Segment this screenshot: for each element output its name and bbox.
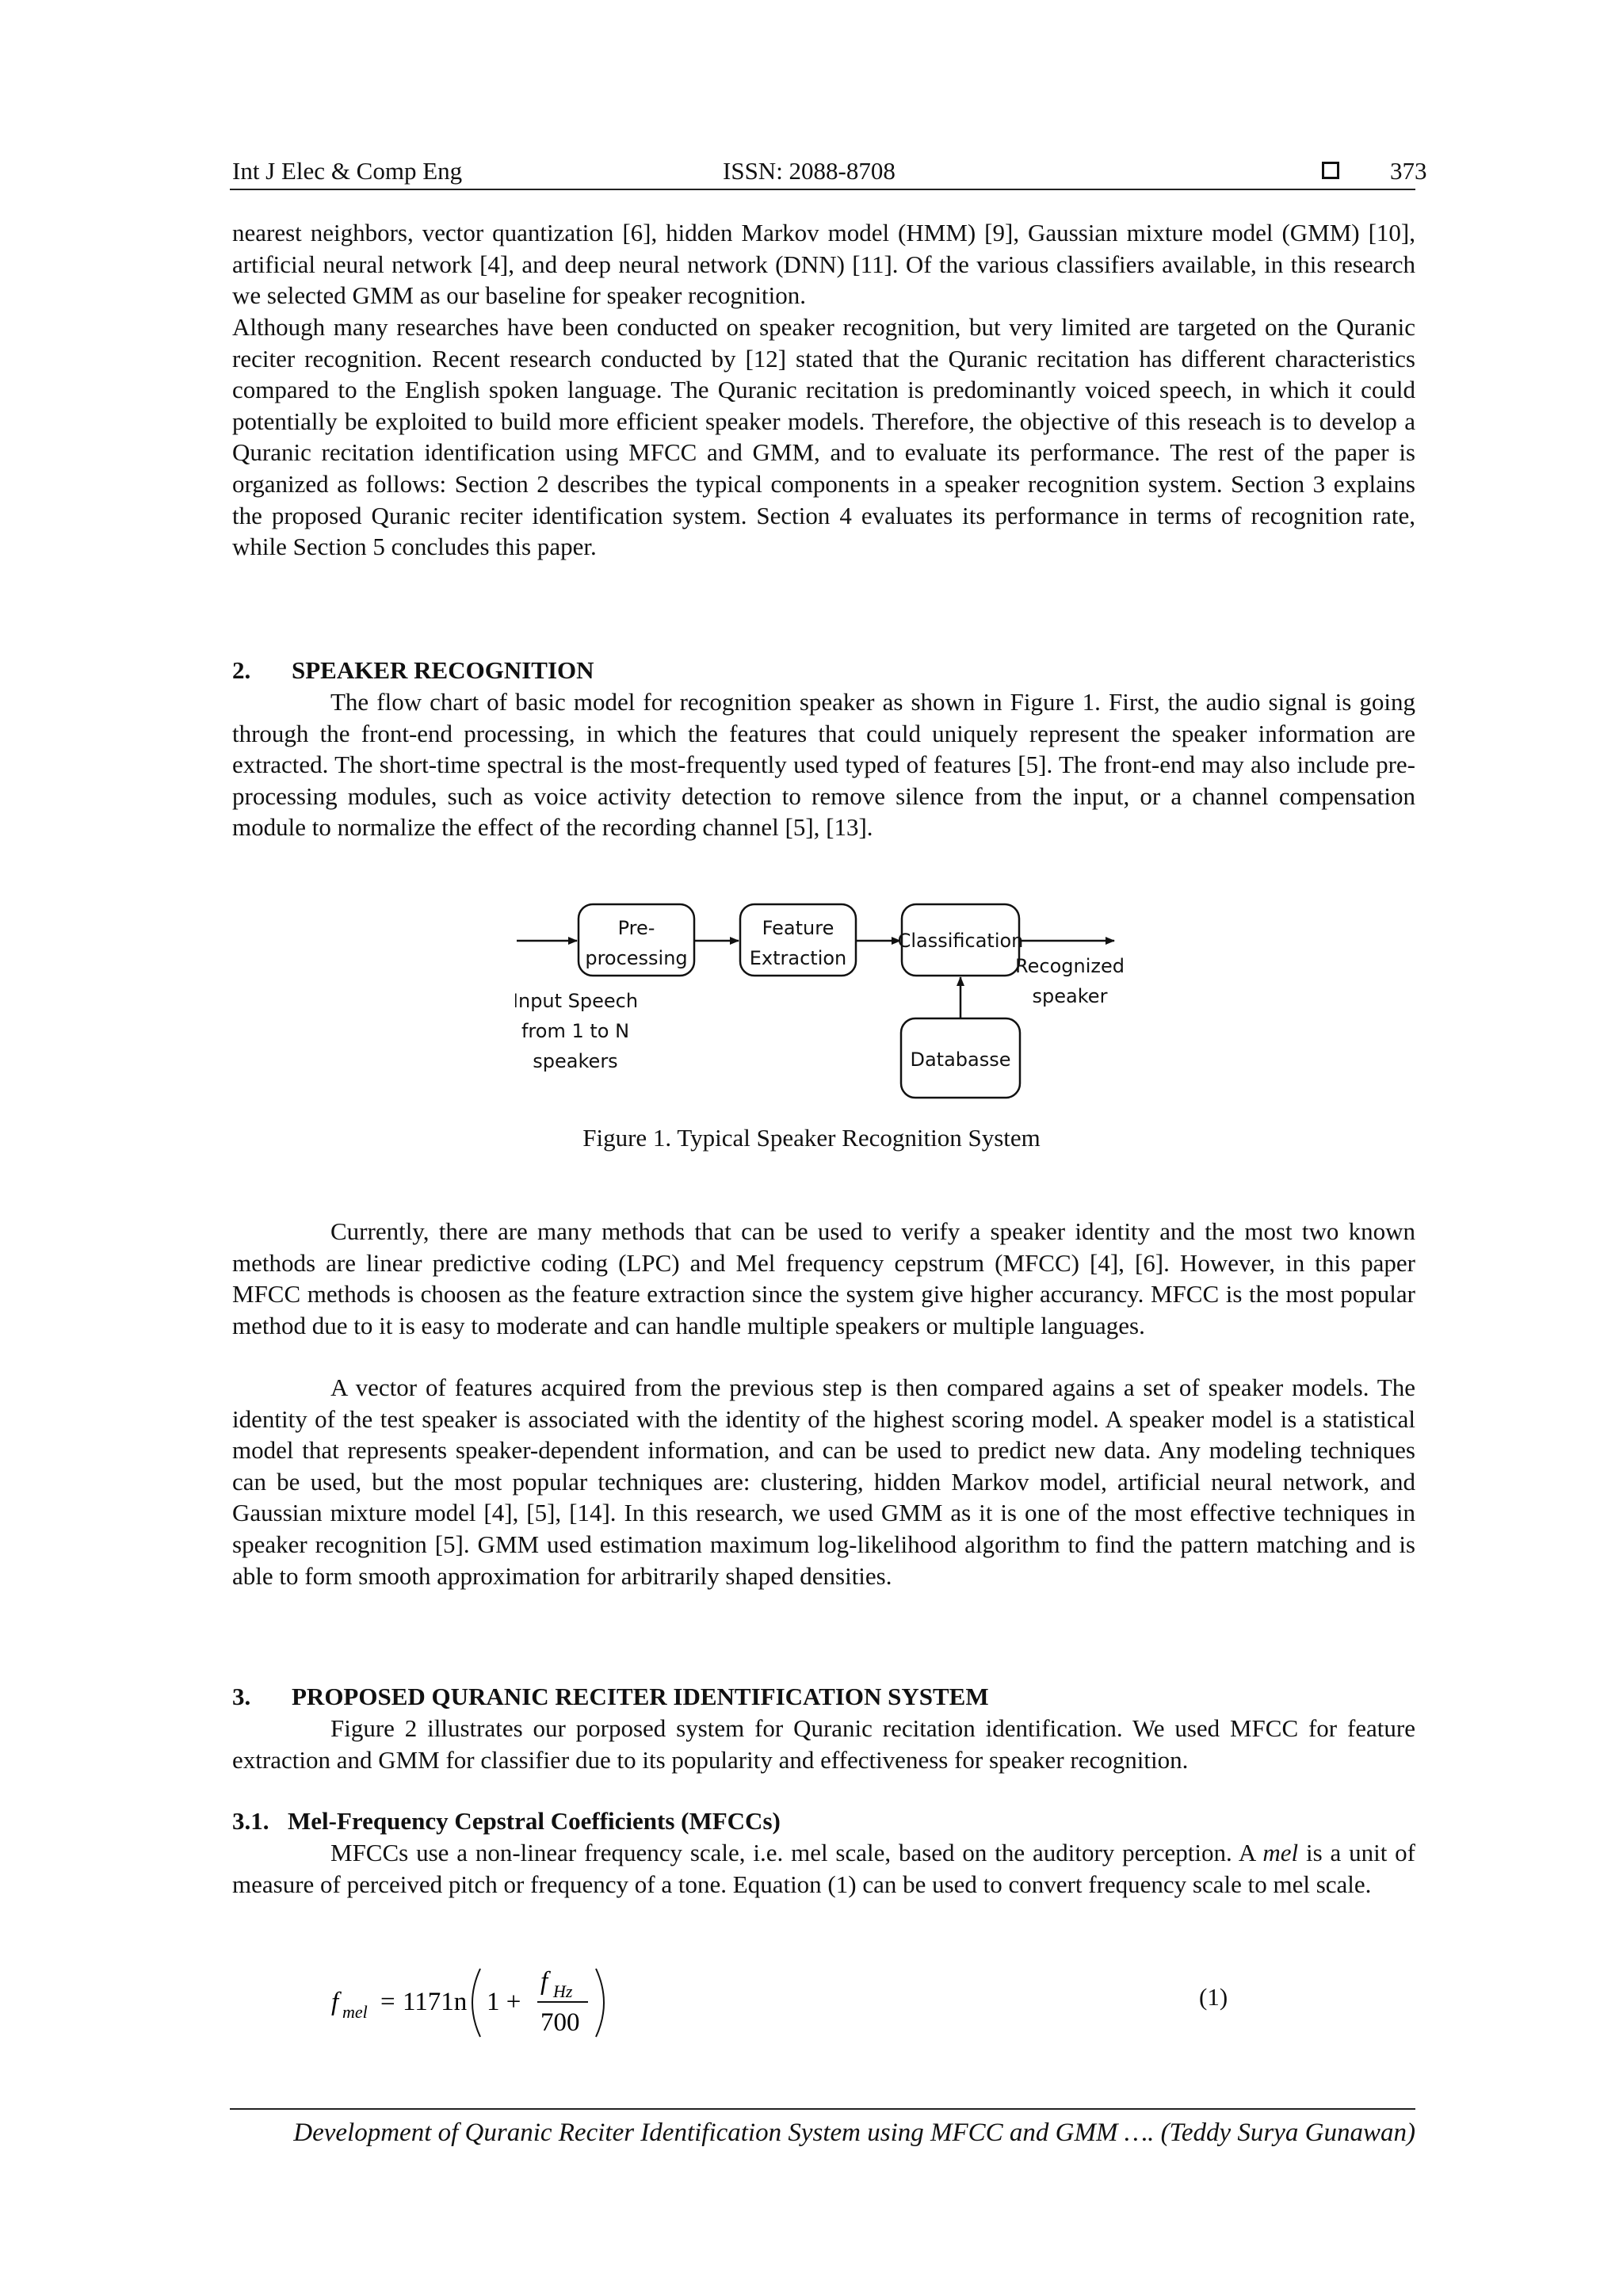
classification-label: Classification: [897, 930, 1024, 952]
input-label-2: from 1 to N: [521, 1020, 630, 1042]
section-2-paragraph-2: Currently, there are many methods that can be used to verify a speaker identity and the most two known methods are linear predictive coding (LPC) and Mel frequency cepstrum (MFCC) [4], [6]. However, in this paper MFCC methods is choosen as the feature extraction since the system give higher accurancy. MFCC is the most popular method due to it is easy to moderate and can handle multiple speakers or multiple languages.: [232, 1217, 1415, 1339]
header-page-number: 373: [1390, 157, 1427, 185]
eq-lhs-symbol: f: [331, 1988, 339, 2016]
feature-label-2: Extraction: [749, 947, 847, 969]
figure-1-diagram: [515, 900, 1133, 1106]
subsection-3-1-title: Mel-Frequency Cepstral Coefficients (MFCCs): [288, 1807, 781, 1835]
subsection-3-1-paragraph: [232, 1837, 1415, 1900]
eq-numerator-subscript: Hz: [553, 1981, 573, 2001]
eq-numerator-symbol: f: [540, 1967, 548, 1996]
section-3-heading: [232, 1681, 989, 1713]
eq-left-paren: [472, 1969, 480, 2037]
equation-1: [325, 1958, 642, 2045]
section-3-paragraph-1: Figure 2 illustrates our porposed system for Quranic recitation identification. We used MFCC for feature extraction and GMM for classifier due to its popularity and effectiveness for speaker recognition.: [232, 1714, 1415, 1774]
header-issn: ISSN: 2088-8708: [723, 157, 896, 185]
eq-denominator: 700: [540, 2008, 580, 2037]
section-2-heading: [232, 655, 594, 686]
footer-citation: Development of Quranic Reciter Identification System using MFCC and GMM …. (Teddy Surya Gunawan): [293, 2118, 1415, 2147]
equation-1-number: (1): [1199, 1983, 1228, 2011]
section-3-title: PROPOSED QURANIC RECITER IDENTIFICATION SYSTEM: [292, 1683, 989, 1710]
feature-label-1: Feature: [762, 917, 834, 939]
header-square-icon: [1322, 162, 1339, 179]
database-label: Databasse: [910, 1049, 1011, 1071]
subsection-3-1-heading: [232, 1805, 781, 1837]
input-label-1: Input Speech: [515, 990, 639, 1012]
section-2-title: SPEAKER RECOGNITION: [292, 656, 594, 684]
header-rule: [230, 189, 1415, 190]
figure-1-caption: Figure 1. Typical Speaker Recognition System: [582, 1124, 1041, 1152]
intro-paragraph-2: Although many researches have been conducted on speaker recognition, but very limited are targeted on the Quranic reciter recognition. Recent research conducted by [12] stated that the Quranic recitation has different characteristics compared to the English spoken language. The Quranic recitation is predominantly voiced speech, in which it could potentially be exploited to build more efficient speaker models. Therefore, the objective of this reseach is to develop a Quranic recitation identification using MFCC and GMM, and to evaluate its performance. The rest of the paper is organized as follows: Section 2 describes the typical components in a speaker recognition system. Section 3 explains the proposed Quranic reciter identification system. Section 4 evaluates its performance in terms of recognition rate, while Section 5 concludes this paper.: [232, 313, 1415, 561]
eq-coefficient: 1171n: [403, 1988, 468, 2016]
eq-equals: =: [380, 1988, 395, 2016]
preprocessing-label-2: processing: [585, 947, 688, 969]
section-3-number: 3.: [232, 1683, 251, 1710]
mel-term: mel: [1262, 1839, 1299, 1866]
eq-right-paren: [596, 1969, 604, 2037]
output-label-2: speaker: [1032, 985, 1108, 1007]
eq-lhs-subscript: mel: [342, 2002, 368, 2022]
intro-paragraph-1: nearest neighbors, vector quantization [6], hidden Markov model (HMM) [9], Gaussian mixture model (GMM) [10], artificial neural network [4], and deep neural network (DNN) [11]. Of the various classifiers available, in this research we selected GMM as our baseline for speaker recognition.: [232, 219, 1415, 310]
section-2-number: 2.: [232, 656, 251, 684]
footer-rule: [230, 2108, 1415, 2110]
mel-paragraph-after: is a unit of measure of perceived pitch or frequency of a tone. Equation (1) can be used to convert frequency scale to mel scale.: [232, 1839, 1415, 1898]
section-2-paragraph-3: A vector of features acquired from the previous step is then compared agains a set of speaker models. The identity of the test speaker is associated with the identity of the highest scoring model. A speaker model is a statistical model that represents speaker-dependent information, and can be used to predict new data. Any modeling techniques can be used, but the most popular techniques are: clustering, hidden Markov model, artificial neural network, and Gaussian mixture model [4], [5], [14]. In this research, we used GMM as it is one of the most effective techniques in speaker recognition [5]. GMM used estimation maximum log-likelihood algorithm to find the pattern matching and is able to form smooth approximation for arbitrarily shaped densities.: [232, 1373, 1415, 1590]
mel-paragraph-before: MFCCs use a non-linear frequency scale, i.e. mel scale, based on the auditory perception. A: [330, 1839, 1255, 1866]
input-label-3: speakers: [533, 1050, 618, 1072]
section-2-paragraph-1: The flow chart of basic model for recognition speaker as shown in Figure 1. First, the audio signal is going through the front-end processing, in which the features that could uniquely represent the speaker information are extracted. The short-time spectral is the most-frequently used typed of features [5]. The front-end may also include pre-processing modules, such as voice activity detection to remove silence from the input, or a channel compensation module to normalize the effect of the recording channel [5], [13].: [232, 688, 1415, 842]
subsection-3-1-number: 3.1.: [232, 1807, 269, 1835]
preprocessing-label-1: Pre-: [617, 917, 655, 939]
header-journal: Int J Elec & Comp Eng: [232, 157, 463, 185]
output-label-1: Recognized: [1015, 955, 1125, 977]
eq-one-plus: 1 +: [487, 1988, 521, 2016]
